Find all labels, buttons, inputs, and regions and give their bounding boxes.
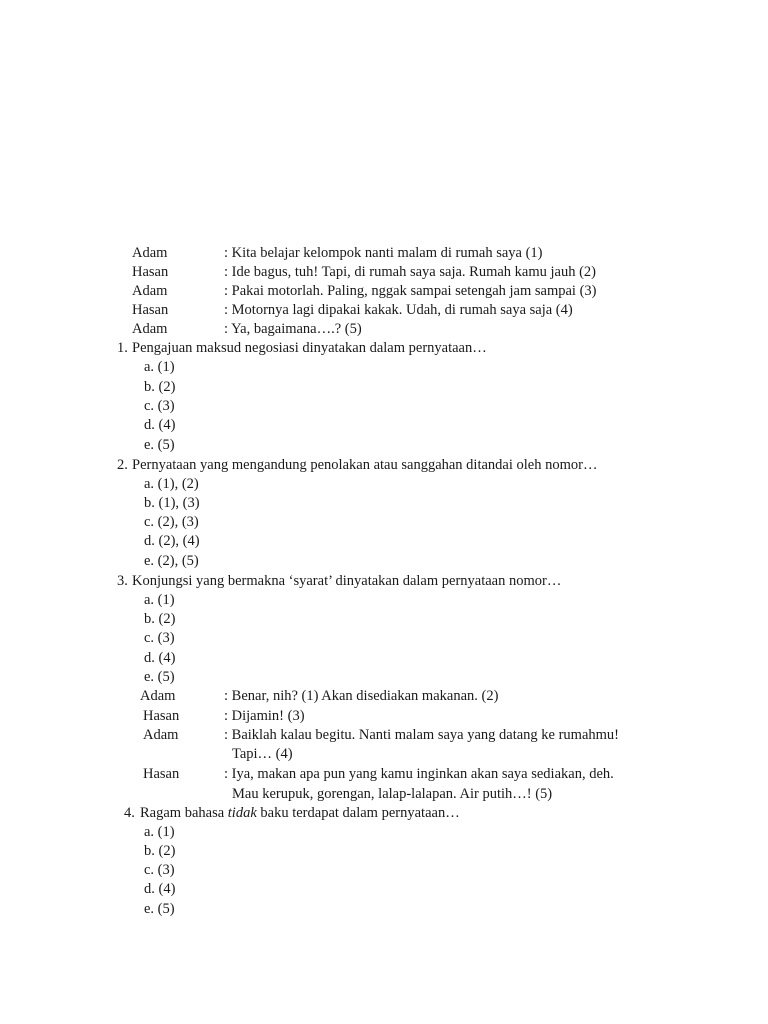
answer-option: e. (5) — [144, 901, 175, 917]
question-text: Pengajuan maksud negosiasi dinyatakan dalam pernyataan… — [132, 340, 487, 356]
answer-option: b. (2) — [144, 611, 176, 627]
speaker-name: Hasan — [143, 766, 180, 782]
dialog-text: : Ya, bagaimana….? (5) — [224, 321, 362, 337]
answer-option: d. (2), (4) — [144, 533, 200, 549]
answer-option: b. (1), (3) — [144, 495, 200, 511]
answer-option: c. (3) — [144, 398, 175, 414]
question-number: 2. — [117, 457, 128, 473]
dialog-text: : Motornya lagi dipakai kakak. Udah, di rumah saya saja (4) — [224, 302, 573, 318]
answer-option: d. (4) — [144, 417, 176, 433]
question-text — [140, 804, 460, 823]
dialog-text: : Kita belajar kelompok nanti malam di rumah saya (1) — [224, 245, 543, 261]
answer-option: a. (1) — [144, 824, 175, 840]
dialog-text: Mau kerupuk, gorengan, lalap-lalapan. Air putih…! (5) — [232, 786, 553, 802]
dialog-text: : Iya, makan apa pun yang kamu inginkan akan saya sediakan, deh. — [224, 766, 614, 782]
answer-option: d. (4) — [144, 881, 176, 897]
answer-option: c. (2), (3) — [144, 514, 199, 530]
speaker-name: Adam — [143, 727, 179, 743]
question-text: Pernyataan yang mengandung penolakan atau sanggahan ditandai oleh nomor… — [132, 457, 598, 473]
question-text-italic: tidak — [227, 805, 257, 821]
answer-option: c. (3) — [144, 630, 175, 646]
dialog-text: : Baiklah kalau begitu. Nanti malam saya yang datang ke rumahmu! — [224, 727, 620, 743]
answer-option: e. (5) — [144, 437, 175, 453]
answer-option: c. (3) — [144, 862, 175, 878]
speaker-name: Hasan — [143, 708, 180, 724]
answer-option: a. (1) — [144, 359, 175, 375]
speaker-name: Hasan — [132, 264, 169, 280]
answer-option: d. (4) — [144, 650, 176, 666]
dialog-text: : Benar, nih? (1) Akan disediakan makanan. (2) — [224, 688, 499, 704]
question-text: Konjungsi yang bermakna ‘syarat’ dinyatakan dalam pernyataan nomor… — [132, 573, 562, 589]
answer-option: a. (1), (2) — [144, 476, 199, 492]
question-number: 3. — [117, 573, 128, 589]
dialog-text: : Ide bagus, tuh! Tapi, di rumah saya saja. Rumah kamu jauh (2) — [224, 264, 597, 280]
question-text-start: Ragam bahasa — [140, 805, 228, 821]
dialog-text: : Pakai motorlah. Paling, nggak sampai setengah jam sampai (3) — [224, 283, 597, 299]
answer-option: a. (1) — [144, 592, 175, 608]
dialog-text: : Dijamin! (3) — [224, 708, 305, 724]
speaker-name: Adam — [132, 283, 168, 299]
answer-option: e. (5) — [144, 669, 175, 685]
question-text-end: baku terdapat dalam pernyataan… — [256, 805, 460, 821]
speaker-name: Adam — [132, 245, 168, 261]
speaker-name: Adam — [132, 321, 168, 337]
answer-option: b. (2) — [144, 379, 176, 395]
question-number: 1. — [117, 340, 128, 356]
dialog-text: Tapi… (4) — [232, 746, 293, 762]
answer-option: e. (2), (5) — [144, 553, 199, 569]
speaker-name: Adam — [140, 688, 176, 704]
answer-option: b. (2) — [144, 843, 176, 859]
question-number: 4. — [124, 805, 135, 821]
speaker-name: Hasan — [132, 302, 169, 318]
